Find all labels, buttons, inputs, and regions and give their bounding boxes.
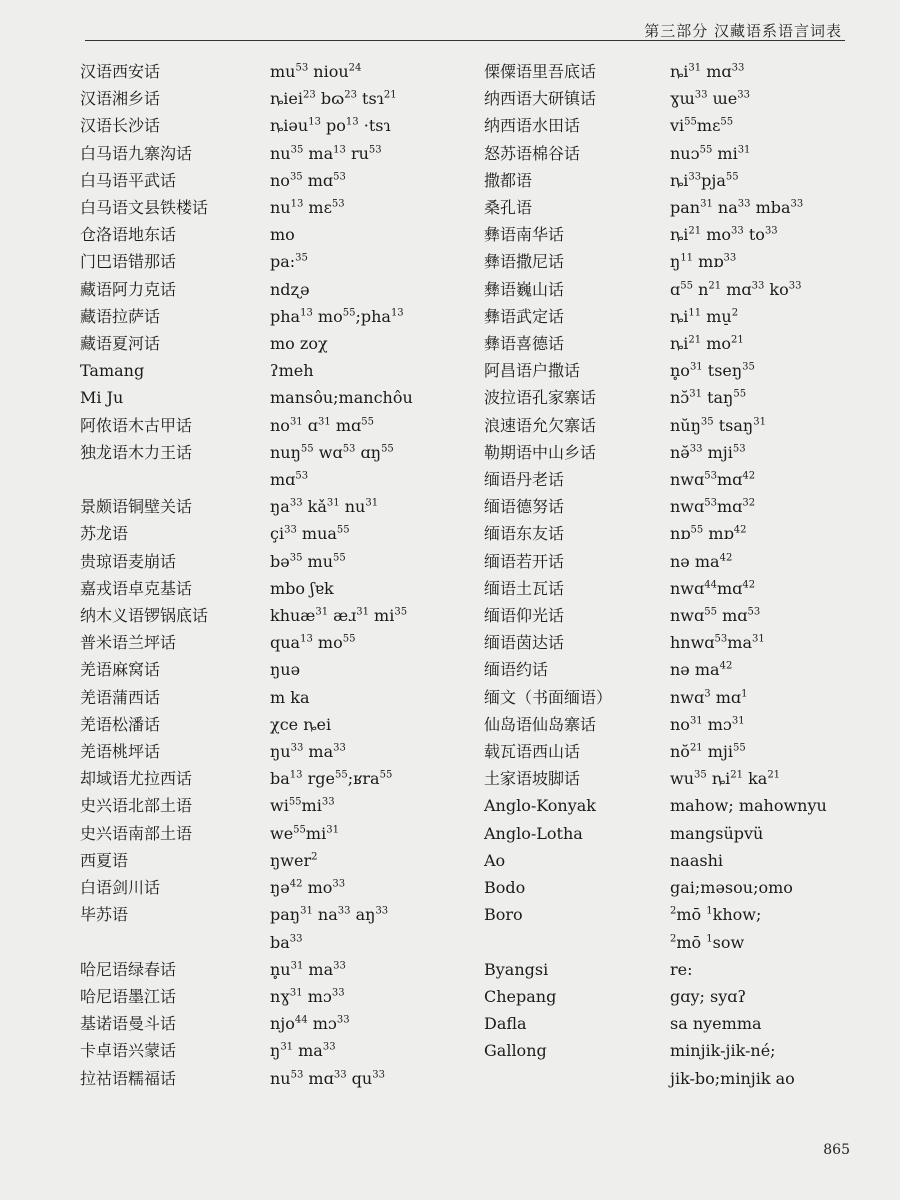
entry-language: 彝语巍山话 (484, 279, 565, 299)
entry-language: 羌语桃坪话 (80, 742, 161, 762)
entry-row (60, 792, 435, 819)
entry-row (60, 575, 435, 602)
entry-form (270, 575, 435, 602)
entry-row (460, 765, 860, 792)
entry-row (460, 466, 860, 493)
entry-language: 汉语长沙话 (80, 116, 161, 136)
entry-form-line: mbo ʃɐk (270, 578, 334, 598)
entry-form (670, 983, 860, 1010)
entry-language: 苏龙语 (80, 524, 129, 544)
entry-form-line: ŋə$^{42}$ $mo^{33}$ (270, 878, 346, 898)
entry-row (60, 357, 435, 384)
entry-form (270, 1065, 435, 1092)
entry-form (670, 792, 860, 819)
entry-language: 纳木义语锣锅底话 (80, 606, 209, 626)
entry-language: Byangsi (484, 959, 549, 979)
entry-form (670, 466, 860, 493)
entry-form-line: $ŋa^{33}$ $kǎ^{31}$ $nu^{31}$ (270, 497, 379, 517)
entry-row (60, 493, 435, 520)
entry-form-line: $ȵi^{33}pja^{55}$ (670, 170, 739, 190)
entry-form (670, 1037, 860, 1091)
entry-form (270, 167, 435, 194)
entry-form-line: sa nyemma (670, 1014, 762, 1034)
entry-form (670, 140, 860, 167)
entry-language: 缅语若开话 (484, 551, 565, 571)
entry-form (670, 439, 860, 466)
entry-form-line: $ŋ^{11}$ mɒ$^{33}$ (670, 252, 737, 272)
entry-language: 波拉语孔家寨话 (484, 388, 597, 408)
entry-language: Chepang (484, 986, 557, 1006)
entry-language: 纳西语水田话 (484, 116, 581, 136)
entry-form-line: ŋwer$^2$ (270, 850, 318, 870)
entry-form-line: $^2$mō $^1$sow (670, 932, 745, 952)
entry-row (460, 684, 860, 711)
entry-form (670, 85, 860, 112)
entry-form (670, 58, 860, 85)
entry-form-line: $no^{35}$ mɑ$^{53}$ (270, 170, 346, 190)
entry-form-line: nuŋ$^{55}$ wɑ$^{53}$ ɑŋ$^{55}$ (270, 442, 394, 462)
entry-form-line: $n̥o^{31}$ tseŋ$^{35}$ (670, 361, 755, 381)
entry-form-line: $nu^{53}$ mɑ$^{33}$ $qu^{33}$ (270, 1068, 385, 1088)
entry-language: 门巴语错那话 (80, 252, 177, 272)
entry-row (60, 684, 435, 711)
entry-form-line: $ba^{13}$ rge$^{55}$;ʁra$^{55}$ (270, 769, 393, 789)
entry-form-line: nwɑ$^3$ mɑ$^1$ (670, 687, 748, 707)
right-column (460, 58, 860, 1092)
entry-form (270, 1037, 435, 1064)
entry-form (270, 520, 435, 547)
entry-form (670, 412, 860, 439)
entry-form-line: nə $ma^{42}$ (670, 660, 733, 680)
entry-form-line: m ka (270, 687, 310, 707)
entry-form (270, 384, 435, 411)
entry-row (460, 847, 860, 874)
entry-form-line: nwɑ$^{44}$mɑ$^{42}$ (670, 578, 756, 598)
entry-form-line: paŋ$^{31}$ $na^{33}$ $aŋ^{33}$ (270, 905, 389, 925)
entry-language: 缅语东友话 (484, 524, 565, 544)
entry-language: Bodo (484, 878, 526, 898)
entry-language: Boro (484, 905, 523, 925)
entry-form-line: nɒ$^{55}$ mɒ$^{42}$ (670, 524, 747, 544)
entry-form-line: $ȵi^{11}$ mu̠$^2$ (670, 306, 739, 326)
entry-language: 贵琼语麦崩话 (80, 551, 177, 571)
entry-form (670, 112, 860, 139)
entry-language: 嘉戎语卓克基话 (80, 578, 193, 598)
entry-row (460, 956, 860, 983)
entry-language: 藏语夏河话 (80, 334, 161, 354)
entry-language: 勒期语中山乡话 (484, 442, 597, 462)
entry-form (670, 248, 860, 275)
entry-language: 基诺语曼斗话 (80, 1014, 177, 1034)
entry-row (60, 439, 435, 493)
entry-row (60, 765, 435, 792)
entry-form-line: nuɔ$^{55}$ $mi^{31}$ (670, 143, 751, 163)
entry-language: 载瓦语西山话 (484, 742, 581, 762)
entry-row (460, 629, 860, 656)
entry-language: 彝语南华话 (484, 225, 565, 245)
entry-form-line: $no^{31}$ mɔ$^{31}$ (670, 714, 745, 734)
entry-form-line: gai;məsou;omo (670, 878, 793, 898)
entry-form (270, 276, 435, 303)
entry-row (60, 847, 435, 874)
entry-language: 怒苏语棉谷话 (484, 143, 581, 163)
entry-language: 撒都语 (484, 170, 533, 190)
entry-row (60, 548, 435, 575)
entry-row (460, 656, 860, 683)
entry-form (270, 792, 435, 819)
entry-language: 浪速语允欠寨话 (484, 415, 597, 435)
entry-language: 白马语平武话 (80, 170, 177, 190)
entry-form-line: ʔmeh (270, 361, 314, 381)
entry-language: 景颇语铜壁关话 (80, 497, 193, 517)
entry-language: 彝语武定话 (484, 306, 565, 326)
entry-language: 阿昌语户撒话 (484, 361, 581, 381)
entry-form (670, 711, 860, 738)
entry-language: 哈尼语绿春话 (80, 959, 177, 979)
entry-form (270, 548, 435, 575)
entry-language: Dafla (484, 1014, 527, 1034)
entry-row (460, 983, 860, 1010)
entry-row (460, 520, 860, 547)
entry-row (60, 221, 435, 248)
entry-form (670, 303, 860, 330)
entry-form-line: $hnwɑ^{53}ma^{31}$ (670, 633, 765, 653)
entry-form (670, 194, 860, 221)
entry-form (270, 656, 435, 683)
entry-language: 仓洛语地东话 (80, 225, 177, 245)
entry-form-line: nwɑ$^{53}$mɑ$^{32}$ (670, 497, 756, 517)
entry-form (270, 738, 435, 765)
entry-form (270, 439, 435, 493)
entry-row (460, 1010, 860, 1037)
entry-form (270, 493, 435, 520)
entry-form (670, 847, 860, 874)
entry-row (460, 221, 860, 248)
entry-form (270, 956, 435, 983)
header-rule (85, 40, 845, 41)
entry-row (60, 602, 435, 629)
entry-form-line: jik-bo;minjik ao (670, 1068, 795, 1088)
entry-form-line: $ȵi^{21}$ $mo^{21}$ (670, 334, 744, 354)
entry-row (460, 330, 860, 357)
entry-row (60, 874, 435, 901)
entry-form-line: $ȵi^{31}$ mɑ$^{33}$ (670, 62, 745, 81)
running-header-title: 第三部分 汉藏语系语言词表 (644, 22, 842, 40)
entry-form-line: $nu^{35}$ $ma^{13}$ $ru^{53}$ (270, 143, 382, 163)
entry-language: 缅语茵达话 (484, 633, 565, 653)
entry-language: 白马语文县铁楼话 (80, 198, 209, 218)
entry-language: 白马语九寨沟话 (80, 143, 193, 163)
entry-language: Anglo-Konyak (484, 796, 596, 816)
entry-language: 毕苏语 (80, 905, 129, 925)
entry-language: 缅语德努话 (484, 497, 565, 517)
entry-form-line: khuæ$^{31}$ æɹ$^{31}$ $mi^{35}$ (270, 606, 408, 626)
entry-form-line: mo (270, 225, 295, 245)
entry-language: 傈僳语里吾底话 (484, 62, 597, 81)
entry-row (460, 357, 860, 384)
entry-form-line: $ȵi^{21}$ $mo^{33}$ $to^{33}$ (670, 225, 778, 245)
entry-row (60, 520, 435, 547)
entry-row (60, 330, 435, 357)
entry-form-line: mo zoχ (270, 334, 328, 354)
entry-language: 缅文（书面缅语） (484, 687, 613, 707)
entry-form-line: $ŋ^{31}$ $ma^{33}$ (270, 1041, 336, 1061)
entry-row (60, 303, 435, 330)
entry-language: 普米语兰坪话 (80, 633, 177, 653)
entry-form-line: qua$^{13}$ $mo^{55}$ (270, 633, 356, 653)
entry-language: 缅语仰光话 (484, 606, 565, 626)
entry-form (270, 85, 435, 112)
entry-form (270, 629, 435, 656)
entry-form (270, 303, 435, 330)
entry-form-line: $çi^{33}$ mua$^{55}$ (270, 524, 350, 544)
entry-row (460, 303, 860, 330)
entry-form (670, 602, 860, 629)
entry-form (670, 820, 860, 847)
entry-form (270, 711, 435, 738)
entry-row (60, 711, 435, 738)
entry-language: 缅语约话 (484, 660, 549, 680)
entry-form (670, 167, 860, 194)
entry-form-line: njo$^{44}$ mɔ$^{33}$ (270, 1014, 350, 1034)
entry-form (270, 820, 435, 847)
entry-row (60, 738, 435, 765)
entry-form (270, 684, 435, 711)
entry-row (60, 1065, 435, 1092)
entry-form (670, 384, 860, 411)
entry-form-line: pan$^{31}$ $na^{33}$ mba$^{33}$ (670, 198, 804, 218)
entry-form-line: χce ȵei (270, 714, 332, 734)
entry-form (670, 684, 860, 711)
entry-form (270, 412, 435, 439)
entry-form (270, 847, 435, 874)
entry-form-line: $wi^{55}mi^{33}$ (270, 796, 335, 816)
entry-row (60, 276, 435, 303)
entry-language: 史兴语南部土语 (80, 823, 193, 843)
entry-row (460, 901, 860, 955)
entry-row (460, 58, 860, 85)
entry-language: Ao (484, 850, 506, 870)
entry-row (460, 194, 860, 221)
entry-language: 白语剑川话 (80, 878, 161, 898)
entry-form (270, 58, 435, 85)
entry-row (460, 820, 860, 847)
entry-form-line: mɑ$^{53}$ (270, 470, 309, 490)
entry-form-line: ȵiəu$^{13}$ $po^{13}$ ·tsɿ (270, 116, 391, 136)
entry-form-line: $^2$mō $^1$khow; (670, 905, 762, 925)
page-header (0, 0, 900, 50)
entry-form-line: $nu^{13}$ mɛ$^{53}$ (270, 198, 345, 218)
entry-language: Anglo-Lotha (484, 823, 583, 843)
entry-language: 阿侬语木古甲话 (80, 415, 193, 435)
entry-form-line: $mu^{53}$ niou$^{24}$ (270, 62, 362, 81)
entry-form-line: gɑy; syɑʔ (670, 986, 747, 1006)
entry-form (670, 765, 860, 792)
entry-row (60, 629, 435, 656)
entry-form (270, 357, 435, 384)
entry-language: 桑孔语 (484, 198, 533, 218)
entry-form-line: nɣ$^{31}$ mɔ$^{33}$ (270, 986, 345, 1006)
entry-form (670, 1010, 860, 1037)
entry-language: 纳西语大研镇话 (484, 89, 597, 109)
entry-form (670, 575, 860, 602)
entry-form-line: ȵiei$^{23}$ bɷ$^{23}$ tsɿ$^{21}$ (270, 89, 397, 109)
entry-row (460, 602, 860, 629)
entry-form (270, 330, 435, 357)
entry-row (60, 1010, 435, 1037)
entry-language: 缅语丹老话 (484, 470, 565, 490)
entry-form (670, 629, 860, 656)
entry-language: Mi Ju (80, 388, 124, 408)
entry-language: 羌语麻窝话 (80, 660, 161, 680)
entry-row (460, 493, 860, 520)
entry-row (60, 58, 435, 85)
entry-row (460, 711, 860, 738)
entry-form-line: $nŏ^{21}$ mji$^{55}$ (670, 742, 746, 762)
entry-form-line: pha$^{13}$ $mo^{55};pha^{13}$ (270, 306, 404, 326)
entry-form (270, 602, 435, 629)
entry-language: 彝语喜德话 (484, 334, 565, 354)
entry-language: Tamang (80, 361, 145, 381)
entry-language: 仙岛语仙岛寨话 (484, 714, 597, 734)
entry-row (60, 956, 435, 983)
entry-form-line: $we^{55}mi^{31}$ (270, 823, 339, 843)
entry-language: 藏语阿力克话 (80, 279, 177, 299)
entry-form-line: ndʐə (270, 279, 310, 299)
entry-row (460, 85, 860, 112)
entry-form (270, 874, 435, 901)
entry-form (270, 901, 435, 955)
entry-row (460, 384, 860, 411)
entry-language: 哈尼语墨江话 (80, 986, 177, 1006)
entry-form (270, 1010, 435, 1037)
entry-language: 却域语尤拉西话 (80, 769, 193, 789)
entry-form-line: $no^{31}$ ɑ$^{31}$ mɑ$^{55}$ (270, 415, 374, 435)
entry-row (460, 112, 860, 139)
entry-row (460, 874, 860, 901)
entry-form (670, 520, 860, 547)
entry-form-line: $ŋu^{33}$ $ma^{33}$ (270, 742, 346, 762)
entry-language: 羌语蒲西话 (80, 687, 161, 707)
entry-form-line: naashi (670, 850, 724, 870)
page-number: 865 (823, 1142, 850, 1158)
entry-form (670, 493, 860, 520)
entry-language: Gallong (484, 1041, 547, 1061)
entry-form-line: bə$^{35}$ $mu^{55}$ (270, 551, 346, 571)
entry-row (60, 384, 435, 411)
entry-form-line: minjik-jik-né; (670, 1041, 776, 1061)
entry-row (460, 140, 860, 167)
entry-language: 汉语湘乡话 (80, 89, 161, 109)
entry-row (60, 167, 435, 194)
entry-form (270, 221, 435, 248)
entry-row (60, 140, 435, 167)
entry-form-line: ŋuə (270, 660, 301, 680)
left-column (60, 58, 435, 1092)
entry-language: 独龙语木力王话 (80, 442, 193, 462)
entry-row (460, 167, 860, 194)
entry-form-line: nə̆$^{33}$ mji$^{53}$ (670, 442, 746, 462)
entry-row (460, 792, 860, 819)
entry-language: 汉语西安话 (80, 62, 161, 81)
entry-form (670, 276, 860, 303)
entry-row (460, 412, 860, 439)
entry-form (270, 140, 435, 167)
entry-form-line: mansôu;manchôu (270, 388, 413, 408)
entry-form-line: nwɑ$^{53}$mɑ$^{42}$ (670, 470, 756, 490)
entry-form-line: pa:$^{35}$ (270, 252, 308, 272)
entry-row (60, 983, 435, 1010)
entry-form (270, 248, 435, 275)
entry-language: 土家语坡脚话 (484, 769, 581, 789)
entry-form-line: nɔ̆$^{31}$ taŋ$^{55}$ (670, 388, 747, 408)
entry-row (60, 1037, 435, 1064)
entry-form (270, 194, 435, 221)
entry-form-line: nŭŋ$^{35}$ tsaŋ$^{31}$ (670, 415, 766, 435)
entry-form (670, 901, 860, 955)
entry-form (270, 765, 435, 792)
entry-row (60, 85, 435, 112)
entry-row (60, 901, 435, 955)
entry-form-line: nwɑ$^{55}$ mɑ$^{53}$ (670, 606, 761, 626)
entry-row (460, 575, 860, 602)
entry-form (670, 874, 860, 901)
entry-form-line: $n̥u^{31}$ $ma^{33}$ (270, 959, 346, 979)
entry-row (60, 820, 435, 847)
entry-language: 藏语拉萨话 (80, 306, 161, 326)
entry-form (670, 357, 860, 384)
entry-form-line: $vi^{55}mɛ^{55}$ (670, 116, 734, 136)
entry-language: 羌语松潘话 (80, 714, 161, 734)
entry-row (460, 548, 860, 575)
entry-language: 史兴语北部土语 (80, 796, 193, 816)
entry-form (270, 983, 435, 1010)
entry-row (60, 112, 435, 139)
entry-form-line: mangsüpvü (670, 823, 764, 843)
entry-form-line: $wu^{35}$ $ȵi^{21}$ $ka^{21}$ (670, 769, 781, 789)
entry-row (460, 248, 860, 275)
entry-language: 西夏语 (80, 850, 129, 870)
entry-form-line: $ba^{33}$ (270, 932, 303, 952)
entry-row (460, 276, 860, 303)
entry-form-line: ɑ$^{55}$ $n^{21}$ mɑ$^{33}$ $ko^{33}$ (670, 279, 802, 299)
entry-row (460, 1037, 860, 1091)
entry-row (60, 248, 435, 275)
entry-form (670, 221, 860, 248)
entry-form (270, 112, 435, 139)
entry-language: 卡卓语兴蒙话 (80, 1041, 177, 1061)
entry-form-line: re: (670, 959, 693, 979)
entry-language: 缅语土瓦话 (484, 578, 565, 598)
entry-form-line: ɣɯ$^{33}$ ɯe$^{33}$ (670, 89, 750, 109)
entry-language: 拉祜语糯福话 (80, 1068, 177, 1088)
entry-form (670, 330, 860, 357)
entry-row (60, 194, 435, 221)
entry-row (60, 412, 435, 439)
entry-row (460, 738, 860, 765)
entry-row (460, 439, 860, 466)
entry-form (670, 738, 860, 765)
entry-row (60, 656, 435, 683)
entry-form-line: nə $ma^{42}$ (670, 551, 733, 571)
entry-language: 彝语撒尼话 (484, 252, 565, 272)
entry-form-line: mahow; mahownyu (670, 796, 827, 816)
entry-form (670, 956, 860, 983)
entry-form (670, 656, 860, 683)
entry-form (670, 548, 860, 575)
